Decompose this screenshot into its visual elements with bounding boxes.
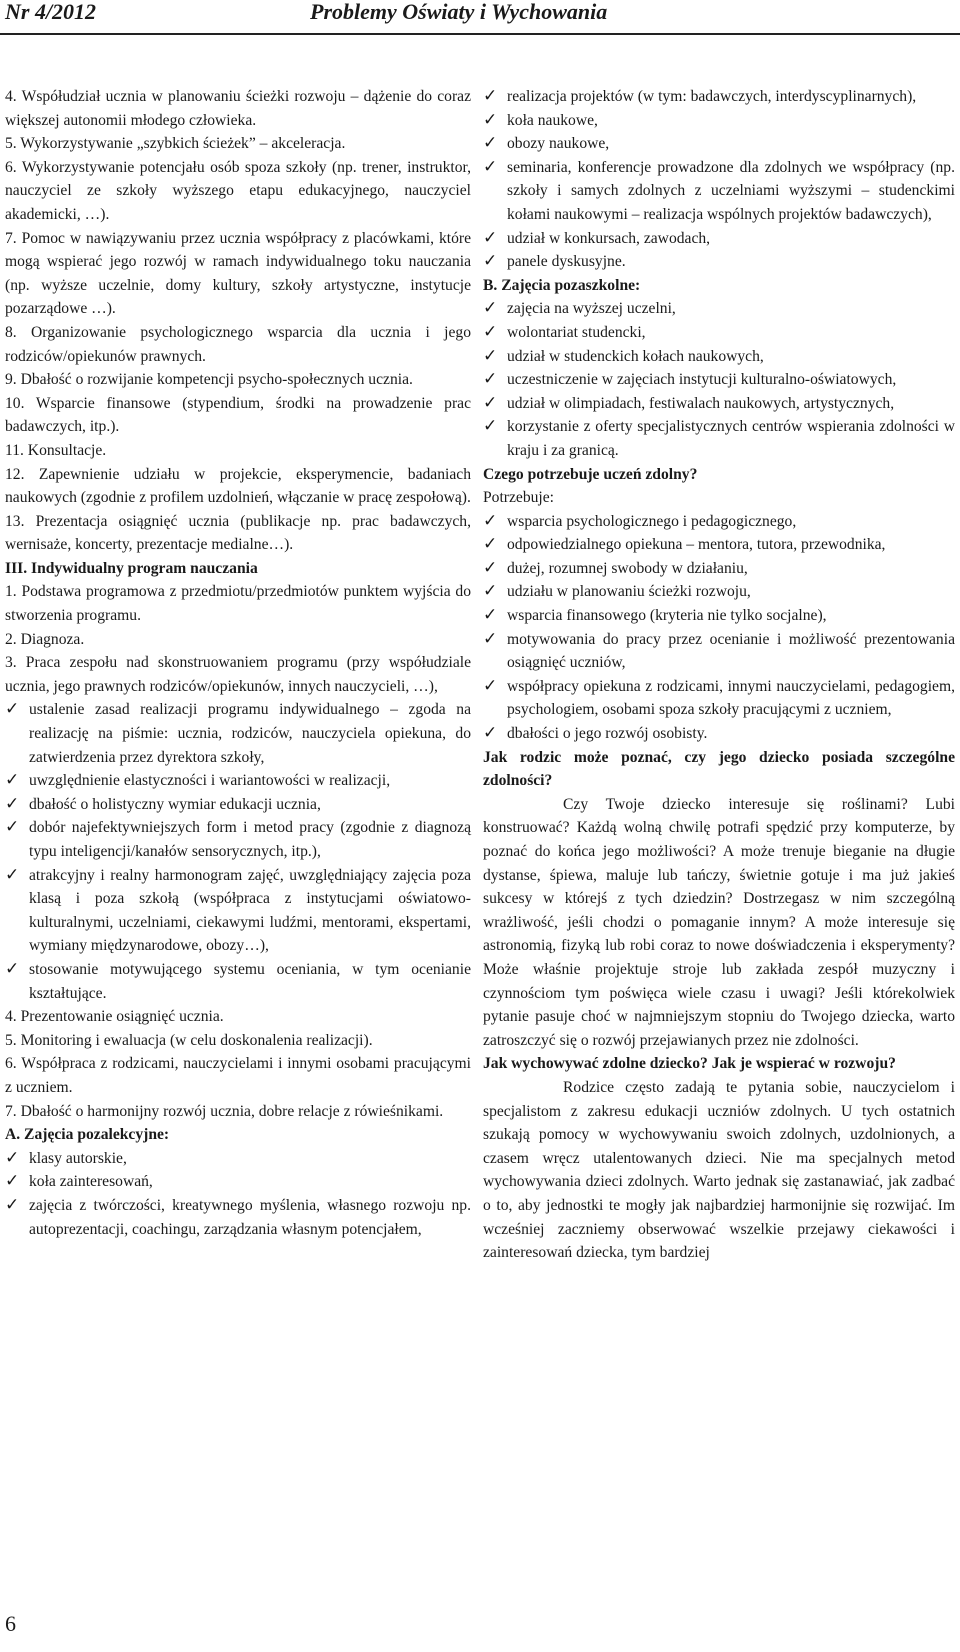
checklist-item-text: wsparcia psychologicznego i pedagogicznego, [507, 512, 797, 530]
checklist [5, 698, 471, 1005]
check-icon: ✓ [483, 392, 498, 413]
checklist-item [5, 864, 471, 958]
checklist-item-text: klasy autorskie, [29, 1149, 127, 1167]
check-icon: ✓ [483, 321, 498, 342]
checklist-item [483, 368, 955, 392]
checklist [483, 510, 955, 746]
checklist-item [483, 297, 955, 321]
checklist-item [5, 1147, 471, 1171]
checklist-item [5, 1194, 471, 1241]
checklist-item-text: stosowanie motywującego systemu oceniania, w tym ocenianie kształtujące. [29, 960, 471, 1002]
check-icon: ✓ [5, 864, 20, 885]
check-icon: ✓ [483, 628, 498, 649]
checklist-item-text: dużej, rozumnej swobody w działaniu, [507, 559, 748, 577]
checklist-item-text: obozy naukowe, [507, 135, 610, 153]
checklist-item-text: dbałości o jego rozwój osobisty. [507, 725, 708, 743]
check-icon: ✓ [483, 345, 498, 366]
checklist-item [5, 769, 471, 793]
running-header [0, 0, 960, 28]
paragraph: 4. Prezentowanie osiągnięć ucznia. [5, 1008, 224, 1026]
check-icon: ✓ [483, 227, 498, 248]
paragraph: 8. Organizowanie psychologicznego wsparcia dla ucznia i jego rodziców/opiekunów prawnych. [5, 323, 471, 365]
checklist-item [483, 156, 955, 227]
checklist-item-text: dobór najefektywniejszych form i metod pracy (zgodnie z diagnozą typu inteligencji/kanałów sensorycznych, itp.), [29, 819, 471, 860]
check-icon: ✓ [483, 510, 498, 531]
checklist-item-text: koła naukowe, [507, 111, 598, 129]
checklist-item [483, 580, 955, 604]
check-icon: ✓ [483, 298, 498, 319]
checklist-item-text: odpowiedzialnego opiekuna – mentora, tutora, przewodnika, [507, 536, 886, 554]
checklist-item-text: udział w studenckich kołach naukowych, [507, 347, 764, 365]
issue-number: Nr 4/2012 [5, 0, 97, 24]
checklist-item-text: udział w konkursach, zawodach, [507, 229, 711, 247]
checklist-item-text: wolontariat studencki, [507, 323, 646, 341]
checklist-item-text: koła zainteresowań, [29, 1173, 153, 1191]
checklist-item [483, 321, 955, 345]
checklist-item [483, 85, 955, 109]
check-icon: ✓ [5, 958, 20, 979]
paragraph: 4. Współudział ucznia w planowaniu ścieżki rozwoju – dążenie do coraz większej autonomii młodego człowieka. [5, 88, 471, 129]
check-icon: ✓ [5, 699, 20, 720]
check-icon: ✓ [483, 369, 498, 390]
checklist-item-text: zajęcia na wyższej uczelni, [507, 300, 676, 318]
paragraph: 13. Prezentacja osiągnięć ucznia (publikacje np. prac badawczych, wernisaże, koncerty, prezentacje medialne…). [5, 512, 471, 554]
checklist-item-text: wsparcia finansowego (kryteria nie tylko socjalne), [507, 607, 827, 625]
check-icon: ✓ [5, 1147, 20, 1168]
checklist-item-text: udział w olimpiadach, festiwalach naukowych, artystycznych, [507, 394, 895, 412]
paragraph: Rodzice często zadają te pytania sobie, nauczycielom i specjalistom z zakresu edukacji uczniów zdolnych. U tych ostatnich szukają pomocy w wychowywaniu swoich zdolnych, uzdolnionych, a czasem wręcz utalentowanych dzieci. Nie ma specjalnych metod wychowywania dzieci zdolnych. Warto jednak się zastanawiać, jak zadbać o to, aby jednostki te mogły jak najbardziej harmonijnie się rozwijać. Im wcześniej zaczniemy obserwować wszelkie przejawy ciekawości i zainteresowań dziecka, tym bardziej [483, 1078, 955, 1262]
paragraph: 12. Zapewnienie udziału w projekcie, eksperymencie, badaniach naukowych (zgodnie z profilem uzdolnień, włączanie w pracę zespołową). [5, 465, 471, 507]
check-icon: ✓ [5, 770, 20, 791]
paragraph: 7. Pomoc w nawiązywaniu przez ucznia współpracy z placówkami, które mogą wspierać jego rozwój w ramach indywidualnego toku nauczania (np. wyższe uczelnie, domy kultury, szkoły artystyczne, instytucje pozarządowe …). [5, 229, 471, 318]
checklist-item [5, 793, 471, 817]
checklist-item [483, 533, 955, 557]
check-icon: ✓ [483, 723, 498, 744]
checklist-item [483, 604, 955, 628]
journal-title: Problemy Oświaty i Wychowania [310, 0, 608, 24]
section-heading: III. Indywidualny program nauczania [5, 559, 258, 577]
header-rule [0, 33, 960, 35]
check-icon: ✓ [483, 86, 498, 106]
paragraph: 7. Dbałość o harmonijny rozwój ucznia, dobre relacje z rówieśnikami. [5, 1102, 444, 1120]
check-icon: ✓ [483, 416, 498, 437]
check-icon: ✓ [483, 109, 498, 130]
checklist-item-text: ustalenie zasad realizacji programu indywidualnego – zgoda na realizację na piśmie: ucznia, rodziców, nauczyciela opiekuna, do zatwierdzenia przez dyrektora szkoły, [29, 701, 471, 766]
check-icon: ✓ [5, 817, 20, 838]
checklist-item-text: współpracy opiekuna z rodzicami, innymi nauczycielami, pedagogiem, psychologiem, osobami spoza szkoły pracującymi z uczniem, [507, 677, 955, 719]
checklist-item [483, 250, 955, 274]
check-icon: ✓ [5, 793, 20, 814]
checklist-item [483, 722, 955, 746]
paragraph: 11. Konsultacje. [5, 441, 107, 459]
section-heading: Jak wychowywać zdolne dziecko? Jak je wspierać w rozwoju? [483, 1055, 896, 1073]
checklist-item-text: seminaria, konferencje prowadzone dla zdolnych we współpracy (np. szkoły i samych zdolnych z uczelniami wyższymi – studenckimi kołami naukowymi – realizacja wspólnych projektów badawczych), [507, 158, 955, 223]
paragraph: 9. Dbałość o rozwijanie kompetencji psycho-społecznych ucznia. [5, 371, 413, 389]
checklist [483, 85, 955, 274]
checklist-item-text: zajęcia z twórczości, kreatywnego myślenia, własnego rozwoju np. autoprezentacji, coachingu, zarządzania własnym potencjałem, [29, 1196, 471, 1238]
checklist [483, 297, 955, 462]
checklist-item [483, 510, 955, 534]
checklist-item [483, 132, 955, 156]
checklist-item-text: panele dyskusyjne. [507, 253, 626, 271]
section-heading: B. Zajęcia pozaszkolne: [483, 276, 641, 294]
check-icon: ✓ [483, 156, 498, 177]
paragraph: 3. Praca zespołu nad skonstruowaniem programu (przy współudziale ucznia, jego prawnych rodziców/opiekunów, innych nauczycieli, …), [5, 654, 471, 695]
checklist-item [483, 109, 955, 133]
checklist-item [5, 1170, 471, 1194]
checklist-item-text: korzystanie z oferty specjalistycznych centrów wspierania zdolności w kraju i za granicą. [507, 418, 955, 459]
checklist-item [5, 958, 471, 1005]
check-icon: ✓ [5, 1171, 20, 1192]
checklist-item-text: motywowania do pracy przez ocenianie i możliwość prezentowania osiągnięć uczniów, [507, 630, 955, 672]
check-icon: ✓ [483, 534, 498, 555]
checklist-item [5, 698, 471, 769]
left-column [5, 85, 471, 1241]
checklist-item [5, 816, 471, 863]
paragraph: Czy Twoje dziecko interesuje się roślinami? Lubi konstruować? Każdą wolną chwilę potrafi spędzić przy komputerze, by poznać do końca jego możliwości? A może trenuje bieganie na długie dystanse, śpiewa, maluje lub tańczy, świetnie gotuje i ma już jakieś sukcesy w którejś z tych dziedzin? Dostrzegasz w nim szczególną wrażliwość, jeśli chodzi o pomaganie innym? A może interesuje się astronomią, fizyką lub robi coraz to nowe doświadczenia i eksperymenty? Może właśnie projektuje stroje lub zakłada zespół muzyczny i czynnościom tym poświęca wiele czasu i uwagi? Jeśli którekolwiek pytanie pasuje choć w najmniejszym stopniu do Twojego dziecka, warto zatroszczyć się o rozwój przejawianych przez nie zdolności. [483, 795, 955, 1049]
checklist-item [483, 675, 955, 722]
checklist-item [483, 557, 955, 581]
checklist-item-text: udziału w planowaniu ścieżki rozwoju, [507, 583, 751, 601]
check-icon: ✓ [483, 557, 498, 578]
paragraph: 1. Podstawa programowa z przedmiotu/przedmiotów punktem wyjścia do stworzenia programu. [5, 583, 471, 625]
check-icon: ✓ [483, 581, 498, 602]
check-icon: ✓ [483, 605, 498, 626]
section-heading: A. Zajęcia pozalekcyjne: [5, 1126, 170, 1144]
paragraph: 10. Wsparcie finansowe (stypendium, środki na prowadzenie prac badawczych, itp.). [5, 394, 471, 436]
section-heading: Czego potrzebuje uczeń zdolny? [483, 465, 698, 483]
checklist-item-text: uczestniczenie w zajęciach instytucji kulturalno-oświatowych, [507, 371, 897, 389]
check-icon: ✓ [5, 1194, 20, 1215]
check-icon: ✓ [483, 675, 498, 696]
paragraph: 5. Monitoring i ewaluacja (w celu doskonalenia realizacji). [5, 1031, 373, 1049]
section-heading: Jak rodzic może poznać, czy jego dziecko posiada szczególne zdolności? [483, 748, 955, 790]
check-icon: ✓ [483, 133, 498, 154]
check-icon: ✓ [483, 251, 498, 272]
checklist-item [483, 227, 955, 251]
checklist-item [483, 628, 955, 675]
page-number: 6 [5, 1611, 16, 1636]
paragraph: 6. Współpraca z rodzicami, nauczycielami i innymi osobami pracującymi z uczniem. [5, 1055, 471, 1096]
paragraph: 2. Diagnoza. [5, 630, 85, 648]
checklist-item-text: atrakcyjny i realny harmonogram zajęć, uwzględniający zajęcia poza klasą i poza szkołą (współpraca z instytucjami oświatowo-kulturalnymi, uczelniami, ciekawymi ludźmi, mentorami, ekspertami, wymiany międzynarodowe, obozy…), [29, 866, 471, 955]
checklist-item [483, 392, 955, 416]
paragraph: 6. Wykorzystywanie potencjału osób spoza szkoły (np. trener, instruktor, nauczyciel ze szkoły wyższego etapu edukacyjnego, nauczyciel akademicki, …). [5, 158, 471, 223]
checklist-item-text: realizacja projektów (w tym: badawczych, interdyscyplinarnych), [507, 88, 917, 105]
checklist-item [483, 345, 955, 369]
paragraph: 5. Wykorzystywanie „szybkich ścieżek” – akceleracja. [5, 135, 346, 153]
checklist-item-text: uwzględnienie elastyczności i wariantowości w realizacji, [29, 772, 391, 790]
checklist-item [483, 415, 955, 462]
checklist-item-text: dbałość o holistyczny wymiar edukacji ucznia, [29, 795, 321, 813]
paragraph: Potrzebuje: [483, 489, 555, 507]
right-column [483, 85, 955, 1265]
checklist [5, 1147, 471, 1241]
